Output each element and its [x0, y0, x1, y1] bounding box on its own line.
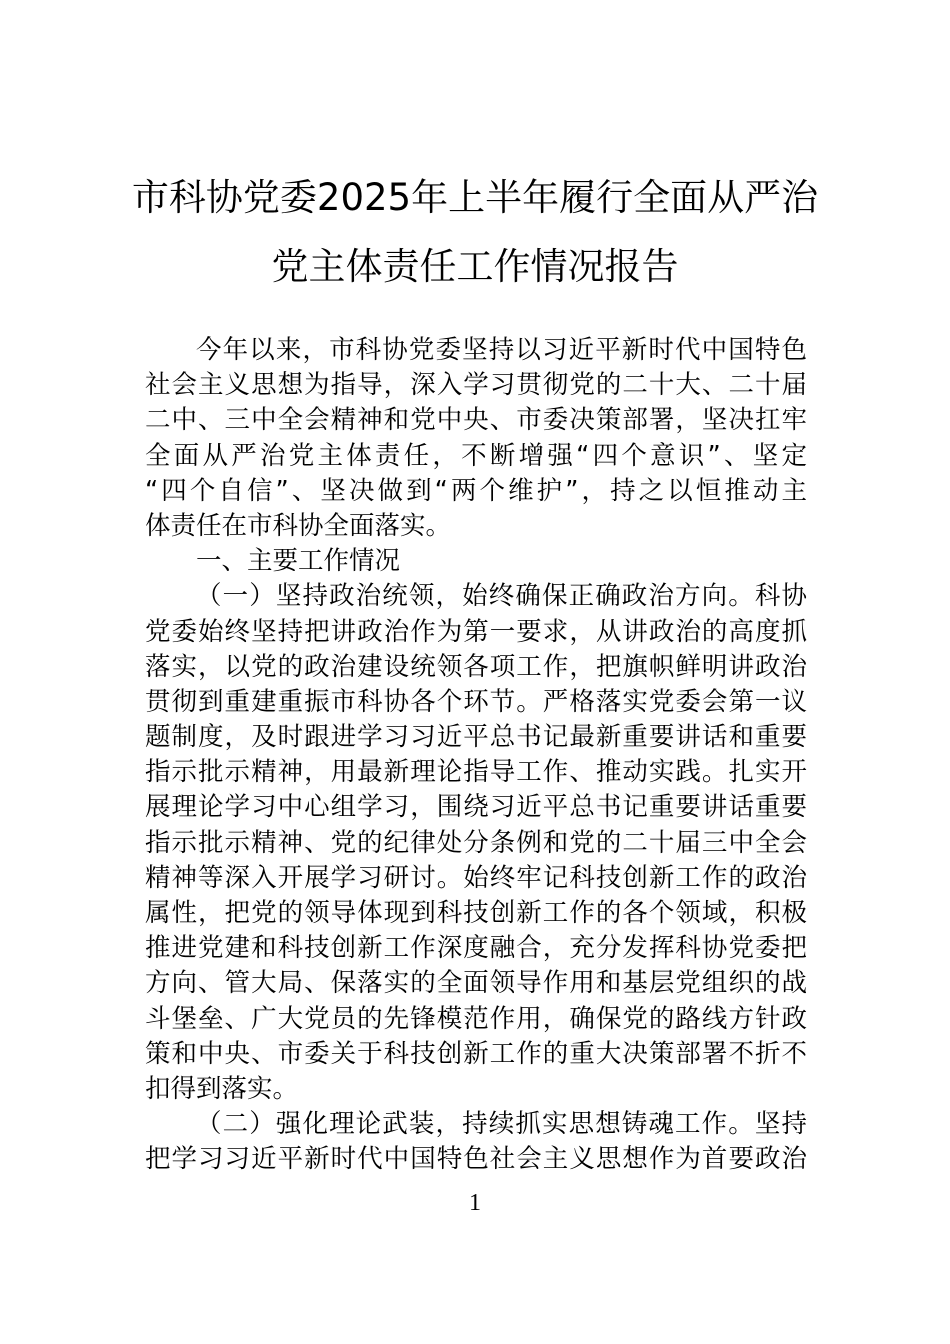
body-text-line: 全面从严治党主体责任，不断增强“四个意识”、坚定 — [145, 440, 807, 471]
body-text-line: 推进党建和科技创新工作深度融合，充分发挥科协党委把 — [145, 933, 807, 964]
body-text-line: 斗堡垒、广大党员的先锋模范作用，确保党的路线方针政 — [145, 1003, 807, 1034]
body-text-line: （二）强化理论武装，持续抓实思想铸魂工作。坚持 — [196, 1109, 807, 1140]
document-title-line-1: 市科协党委2025年上半年履行全面从严治 — [131, 176, 819, 219]
document-title-line-2: 党主体责任工作情况报告 — [271, 245, 679, 288]
body-text-line: 展理论学习中心组学习，围绕习近平总书记重要讲话重要 — [145, 792, 807, 823]
body-text-line: 指示批示精神，用最新理论指导工作、推动实践。扎实开 — [145, 757, 807, 788]
body-text-line: “四个自信”、坚决做到“两个维护”，持之以恒推动主 — [145, 475, 807, 506]
body-text-line: 属性，把党的领导体现到科技创新工作的各个领域，积极 — [145, 898, 807, 928]
body-text-line: 落实，以党的政治建设统领各项工作，把旗帜鲜明讲政治 — [145, 651, 807, 682]
body-text-line: 体责任在市科协全面落实。 — [145, 510, 452, 541]
body-text-line: 二中、三中全会精神和党中央、市委决策部署，坚决扛牢 — [145, 405, 807, 436]
body-text-line: 今年以来，市科协党委坚持以习近平新时代中国特色 — [196, 335, 807, 365]
body-text-line: 扣得到落实。 — [145, 1073, 299, 1104]
document-body — [145, 333, 807, 1178]
body-text-line: （一）坚持政治统领，始终确保正确政治方向。科协 — [196, 581, 807, 612]
body-text-line: 党委始终坚持把讲政治作为第一要求，从讲政治的高度抓 — [145, 616, 807, 647]
body-text-line: 精神等深入开展学习研讨。始终牢记科技创新工作的政治 — [145, 862, 807, 893]
body-text-line: 方向、管大局、保落实的全面领导作用和基层党组织的战 — [145, 968, 807, 999]
body-text-line: 贯彻到重建重振市科协各个环节。严格落实党委会第一议 — [145, 686, 807, 717]
body-text-line: 社会主义思想为指导，深入学习贯彻党的二十大、二十届 — [145, 370, 807, 401]
body-text-line: 策和中央、市委关于科技创新工作的重大决策部署不折不 — [145, 1038, 807, 1069]
body-text-line: 把学习习近平新时代中国特色社会主义思想作为首要政治 — [145, 1144, 807, 1175]
body-text-line: 指示批示精神、党的纪律处分条例和党的二十届三中全会 — [145, 827, 807, 858]
page-number: 1 — [469, 1190, 481, 1216]
body-text-line: 一、主要工作情况 — [196, 546, 401, 577]
body-text-line: 题制度，及时跟进学习习近平总书记最新重要讲话和重要 — [145, 722, 807, 753]
